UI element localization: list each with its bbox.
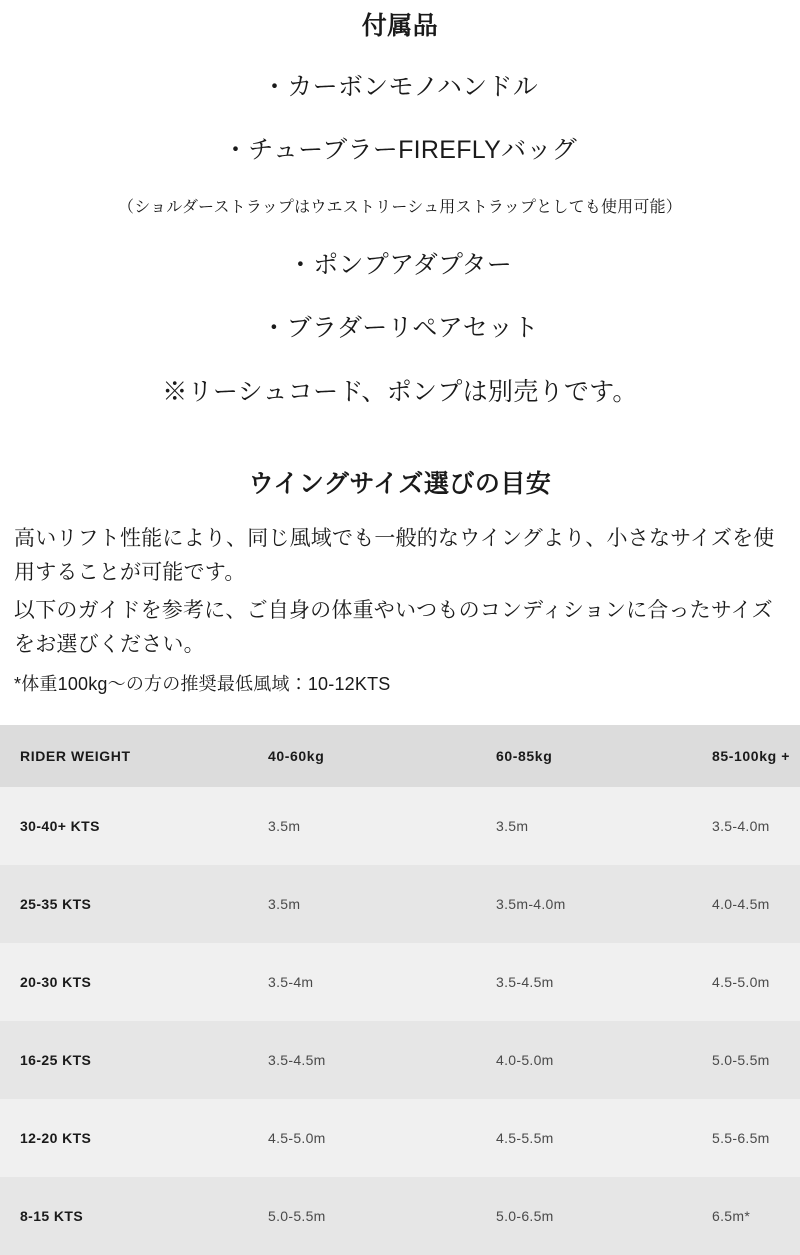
table-cell: 5.0-6.5m	[496, 1207, 554, 1224]
size-guide-title: ウイングサイズ選びの目安	[248, 469, 552, 498]
table-row	[0, 1099, 800, 1177]
accessory-item: ・チューブラーFIREFLYバッグ	[222, 136, 578, 165]
size-guide-paragraph: 以下のガイドを参考に、ご自身の体重やいつものコンディションに合ったサイズをお選びください。	[14, 598, 773, 656]
table-row-label: 20-30 KTS	[20, 973, 92, 990]
wing-size-table	[0, 725, 800, 1255]
table-body	[0, 787, 800, 1255]
table-cell: 5.0-5.5m	[268, 1207, 326, 1224]
accessories-footnote: ※リーシュコード、ポンプは別売りです。	[162, 378, 638, 407]
table-cell: 3.5m	[268, 895, 301, 912]
accessory-item: ・カーボンモノハンドル	[261, 72, 539, 101]
table-header-cell: 85-100kg +	[712, 725, 800, 787]
table-cell: 4.5-5.0m	[712, 973, 770, 990]
table-header-cell: 60-85kg	[492, 725, 712, 787]
table-row-label: 25-35 KTS	[20, 895, 92, 912]
size-guide-footnote: *体重100kg〜の方の推奨最低風域：10-12KTS	[14, 673, 391, 694]
size-guide-paragraph: 高いリフト性能により、同じ風域でも一般的なウイングより、小さなサイズを使用することが可能です。	[14, 526, 775, 584]
table-cell: 6.5m*	[712, 1207, 751, 1224]
table-row-label: 12-20 KTS	[20, 1129, 92, 1146]
table-row	[0, 943, 800, 1021]
table-cell: 3.5m-4.0m	[496, 895, 566, 912]
size-guide-section	[0, 464, 800, 699]
table-header-row	[0, 725, 800, 787]
accessories-title: 付属品	[361, 12, 439, 40]
table-cell: 3.5m	[268, 817, 301, 834]
table-row-label: 8-15 KTS	[20, 1207, 84, 1224]
table-cell: 5.0-5.5m	[712, 1051, 770, 1068]
table-cell: 4.0-4.5m	[712, 895, 770, 912]
table-cell: 4.0-5.0m	[496, 1051, 554, 1068]
table-cell: 3.5-4.0m	[712, 817, 770, 834]
table-cell: 4.5-5.5m	[496, 1129, 554, 1146]
table-row-label: 30-40+ KTS	[20, 817, 100, 834]
table-row	[0, 1021, 800, 1099]
table-row	[0, 865, 800, 943]
table-cell: 3.5m	[496, 817, 529, 834]
table-row-label: 16-25 KTS	[20, 1051, 92, 1068]
table-cell: 3.5-4.5m	[268, 1051, 326, 1068]
table-header	[0, 725, 800, 787]
accessory-item: ・ブラダーリペアセット	[261, 314, 539, 343]
accessories-note: （ショルダーストラップはウエストリーシュ用ストラップとしても使用可能）	[118, 199, 682, 216]
accessories-section	[0, 0, 800, 412]
table-cell: 3.5-4.5m	[496, 973, 554, 990]
table-header-cell: 40-60kg	[248, 725, 492, 787]
table-cell: 4.5-5.0m	[268, 1129, 326, 1146]
table-row	[0, 1177, 800, 1255]
table-cell: 5.5-6.5m	[712, 1129, 770, 1146]
table-row	[0, 787, 800, 865]
table-header-cell: RIDER WEIGHT	[0, 725, 248, 787]
accessory-item: ・ポンプアダプター	[287, 250, 513, 279]
table-cell: 3.5-4m	[268, 973, 314, 990]
